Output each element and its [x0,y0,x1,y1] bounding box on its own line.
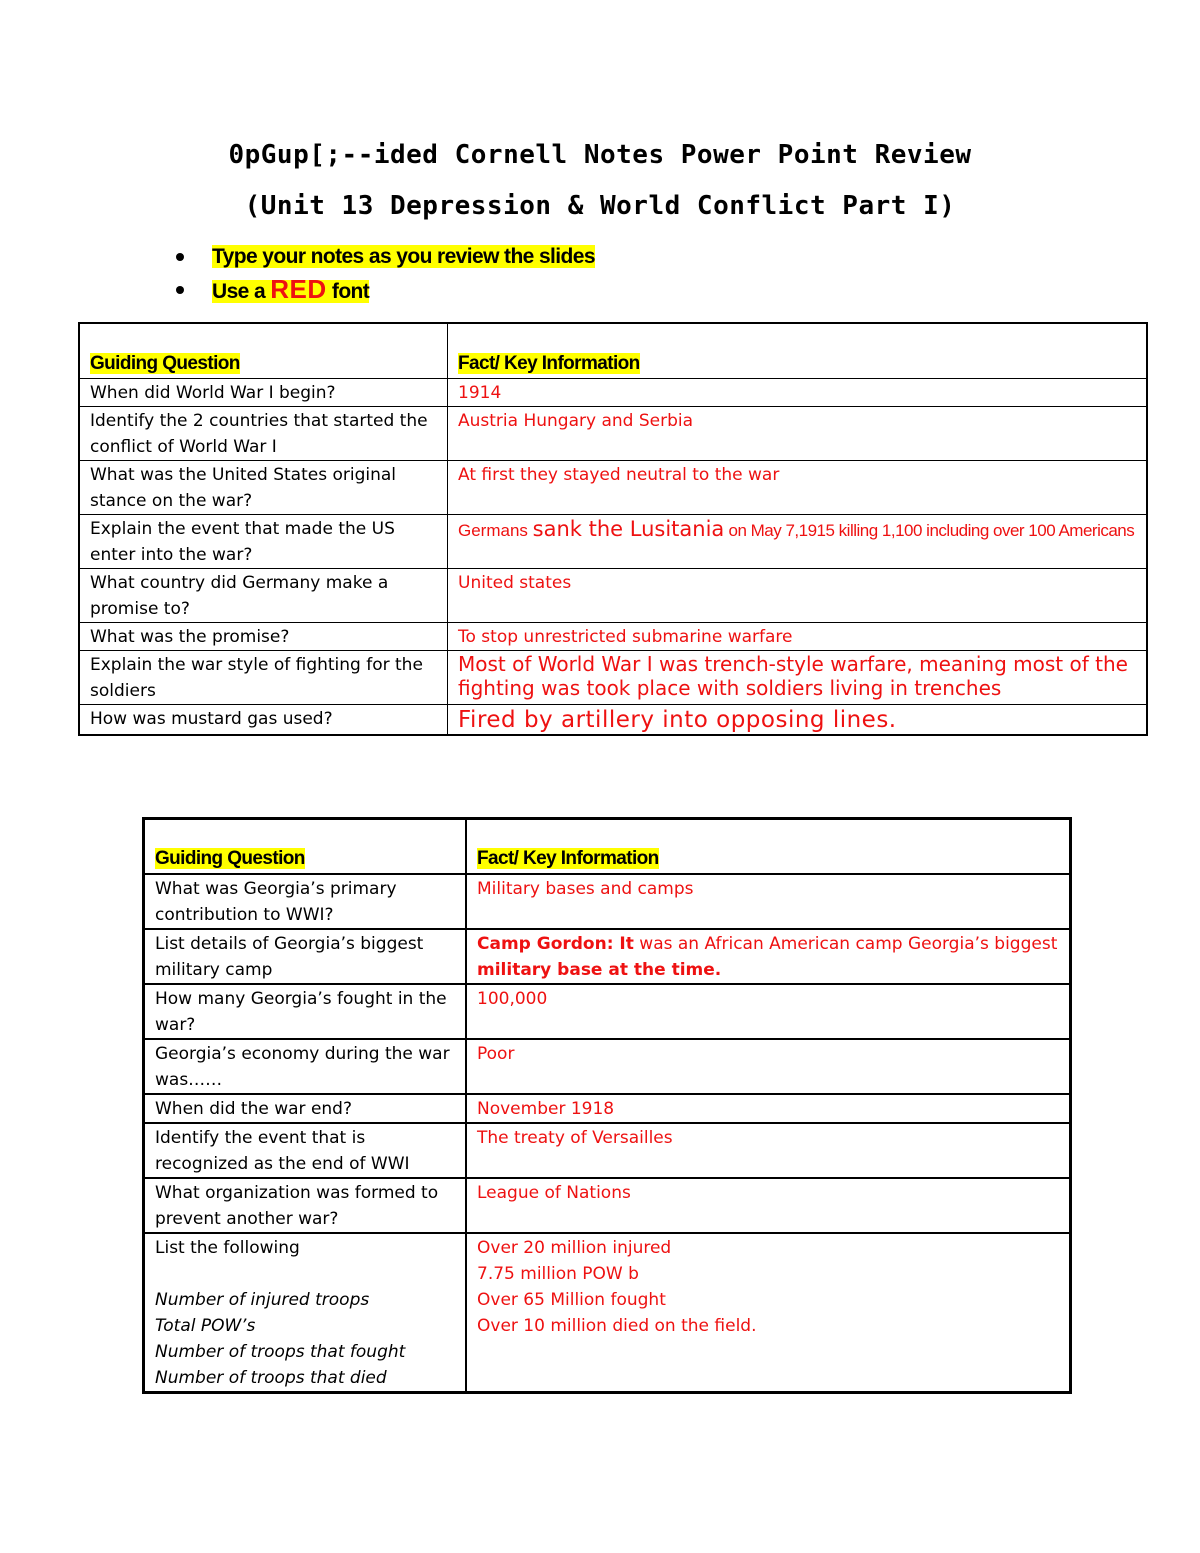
instruction-text: Type your notes as you review the slides [212,245,595,268]
answer-cell: League of Nations [466,1178,1071,1233]
question-cell: Georgia’s economy during the war was…… [144,1039,467,1094]
list-item: Number of troops that fought [155,1341,406,1362]
table-row [144,984,1071,1039]
answer-line: Over 65 Million fought [477,1289,666,1310]
answer-cell [466,929,1071,984]
table-row [144,1094,1071,1123]
header-question-cell [79,323,448,378]
header-question: Guiding Question [90,352,240,374]
notes-table-2 [142,817,1072,1394]
instruction-item [172,273,595,306]
table-row [144,1039,1071,1094]
table-header-row [79,323,1147,378]
answer-cell: Military bases and camps [466,874,1071,929]
instructions-list [172,240,595,306]
answer-cell: 100,000 [466,984,1071,1039]
question-cell: What country did Germany make a promise to? [79,568,448,622]
answer-line: 7.75 million POW b [477,1263,639,1284]
table-row [79,622,1147,650]
instruction-item [172,240,595,273]
red-word: RED [270,274,327,304]
table-row [79,514,1147,568]
header-fact-cell [466,819,1071,874]
answer-line: Over 20 million injured [477,1237,672,1258]
table-row [79,460,1147,514]
instruction-text [212,274,370,304]
document-title: 0pGup[;--ided Cornell Notes Power Point Review [228,140,972,170]
answer-part: Camp Gordon: It [477,933,634,954]
question-cell: What was Georgia’s primary contribution to WWI? [144,874,467,929]
answer-part: sank the Lusitania [532,516,725,541]
question-cell: When did World War I begin? [79,378,448,406]
answer-cell: To stop unrestricted submarine warfare [448,622,1148,650]
table-row [79,378,1147,406]
answer-cell: Poor [466,1039,1071,1094]
question-cell: Explain the war style of fighting for the soldiers [79,650,448,704]
instruction-post: font [326,280,370,303]
answer-part: on May 7,1915 killing 1,100 including over 100 Americans [724,520,1135,540]
answer-cell: The treaty of Versailles [466,1123,1071,1178]
answer-part: Germans [458,520,533,540]
document-subtitle: (Unit 13 Depression & World Conflict Part I) [244,191,956,221]
answer-part: military base at the time. [477,959,722,980]
question-cell: When did the war end? [144,1094,467,1123]
notes-table-1 [78,322,1148,736]
list-item: Number of troops that died [155,1367,387,1388]
instruction-pre: Use a [212,280,271,303]
list-item: Total POW’s [155,1315,256,1336]
question-cell: Explain the event that made the US enter into the war? [79,514,448,568]
answer-cell: United states [448,568,1148,622]
answer-cell: Austria Hungary and Serbia [448,406,1148,460]
table-row [144,874,1071,929]
question-cell: How was mustard gas used? [79,704,448,735]
answer-part: was an African American camp Georgia’s biggest [633,933,1058,954]
question-cell: What was the United States original stance on the war? [79,460,448,514]
header-question-cell [144,819,467,874]
table-row [144,929,1071,984]
answer-cell: 1914 [448,378,1148,406]
header-fact: Fact/ Key Information [477,847,659,869]
question-cell: Identify the event that is recognized as the end of WWI [144,1123,467,1178]
list-heading: List the following [155,1237,300,1258]
answer-cell: At first they stayed neutral to the war [448,460,1148,514]
answer-cell [448,514,1148,568]
answer-cell: Fired by artillery into opposing lines. [448,704,1148,735]
table-row [144,1178,1071,1233]
header-fact: Fact/ Key Information [458,352,640,374]
answer-cell: Most of World War I was trench-style warfare, meaning most of the fighting was took place with soldiers living in trenches [448,650,1148,704]
list-spacer [155,1261,455,1287]
header-fact-cell [448,323,1148,378]
table-header-row [144,819,1071,874]
table-row [144,1233,1071,1393]
table-row [144,1123,1071,1178]
table-row [79,568,1147,622]
question-cell: What organization was formed to prevent another war? [144,1178,467,1233]
question-cell: List details of Georgia’s biggest military camp [144,929,467,984]
question-cell: What was the promise? [79,622,448,650]
answer-cell: November 1918 [466,1094,1071,1123]
answer-line: Over 10 million died on the field. [477,1315,757,1336]
header-question: Guiding Question [155,847,305,869]
question-cell: Identify the 2 countries that started the conflict of World War I [79,406,448,460]
answer-cell [466,1233,1071,1393]
table-row [79,650,1147,704]
table-row [79,704,1147,735]
question-cell [144,1233,467,1393]
question-cell: How many Georgia’s fought in the war? [144,984,467,1039]
table-row [79,406,1147,460]
list-item: Number of injured troops [155,1289,370,1310]
